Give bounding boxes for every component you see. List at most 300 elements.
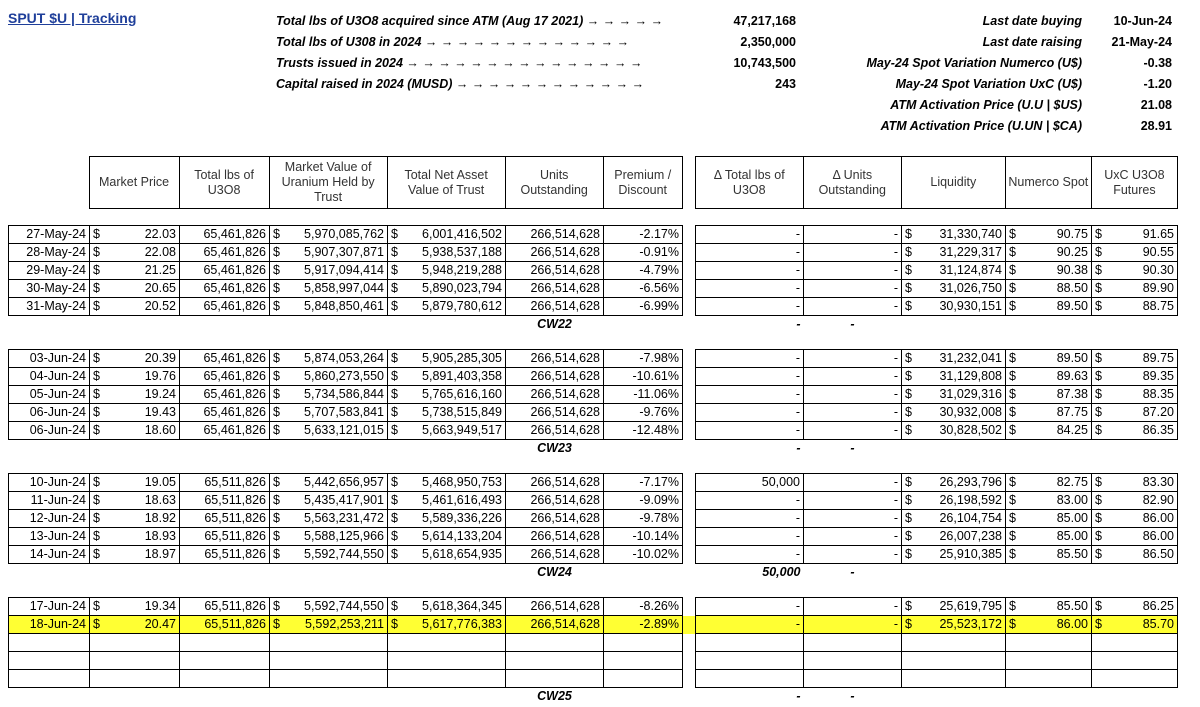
currency-symbol: $ xyxy=(388,368,400,386)
spacer xyxy=(683,262,696,280)
spacer xyxy=(90,688,104,706)
currency-symbol: $ xyxy=(270,510,282,528)
delta-lbs-cell: - xyxy=(696,598,804,616)
uxc-cell: 89.35 xyxy=(1104,368,1178,386)
total-lbs-cell: 65,461,826 xyxy=(180,368,270,386)
spacer xyxy=(388,564,400,582)
spacer xyxy=(683,404,696,422)
currency-symbol xyxy=(270,670,282,688)
summary-label: Total lbs of U3O8 acquired since ATM (Aug 17 2021) → → → → → xyxy=(276,14,664,28)
header-units: Units Outstanding xyxy=(505,157,603,209)
units-cell: 266,514,628 xyxy=(506,422,604,440)
numerco-cell: 83.00 xyxy=(1018,492,1092,510)
currency-symbol: $ xyxy=(388,474,400,492)
premium-cell: -6.99% xyxy=(604,298,683,316)
market-value-cell: 5,435,417,901 xyxy=(282,492,388,510)
delta-lbs-cell: - xyxy=(696,298,804,316)
currency-symbol: $ xyxy=(90,244,104,262)
market-price-cell: 18.93 xyxy=(104,528,180,546)
spacer xyxy=(1104,316,1178,334)
spacer xyxy=(604,316,683,334)
delta-units-cell: - xyxy=(804,386,902,404)
table-row[interactable] xyxy=(9,280,1178,298)
currency-symbol: $ xyxy=(388,598,400,616)
spacer xyxy=(604,688,683,706)
currency-symbol: $ xyxy=(1092,528,1104,546)
premium-cell: -9.09% xyxy=(604,492,683,510)
spacer xyxy=(104,316,180,334)
spacer xyxy=(683,422,696,440)
spacer xyxy=(683,368,696,386)
currency-symbol: $ xyxy=(270,226,282,244)
spacer xyxy=(683,510,696,528)
spacer xyxy=(1092,564,1104,582)
table-row[interactable] xyxy=(9,598,1178,616)
uxc-cell xyxy=(1104,634,1178,652)
currency-symbol: $ xyxy=(270,422,282,440)
delta-units-cell xyxy=(804,652,902,670)
spacer xyxy=(1092,440,1104,458)
spacer xyxy=(683,386,696,404)
nav-cell: 5,618,364,345 xyxy=(400,598,506,616)
table-row[interactable] xyxy=(9,670,1178,688)
currency-symbol: $ xyxy=(388,528,400,546)
currency-symbol xyxy=(90,652,104,670)
table-row[interactable] xyxy=(9,652,1178,670)
header-premium: Premium / Discount xyxy=(603,157,682,209)
spacer xyxy=(683,226,696,244)
currency-symbol: $ xyxy=(90,386,104,404)
spacer xyxy=(388,316,400,334)
currency-symbol xyxy=(902,670,914,688)
date-cell xyxy=(9,634,90,652)
summary-value: 2,350,000 xyxy=(740,35,796,49)
uxc-cell: 88.35 xyxy=(1104,386,1178,404)
table-row[interactable] xyxy=(9,546,1178,564)
week-table xyxy=(8,473,1178,581)
currency-symbol xyxy=(902,652,914,670)
spacer xyxy=(282,688,388,706)
currency-symbol: $ xyxy=(902,616,914,634)
delta-lbs-cell: - xyxy=(696,386,804,404)
premium-cell: -10.61% xyxy=(604,368,683,386)
currency-symbol: $ xyxy=(902,386,914,404)
currency-symbol: $ xyxy=(388,244,400,262)
uxc-cell: 89.90 xyxy=(1104,280,1178,298)
currency-symbol: $ xyxy=(1006,298,1018,316)
nav-cell: 5,589,336,226 xyxy=(400,510,506,528)
uxc-cell: 90.30 xyxy=(1104,262,1178,280)
table-row[interactable] xyxy=(9,262,1178,280)
liquidity-cell: 25,523,172 xyxy=(914,616,1006,634)
currency-symbol: $ xyxy=(270,492,282,510)
date-cell: 27-May-24 xyxy=(9,226,90,244)
spacer xyxy=(1006,564,1018,582)
info-value: -0.38 xyxy=(1143,56,1172,70)
numerco-cell: 90.75 xyxy=(1018,226,1092,244)
week-label: CW24 xyxy=(537,565,572,579)
date-cell: 10-Jun-24 xyxy=(9,474,90,492)
nav-cell: 5,890,023,794 xyxy=(400,280,506,298)
currency-symbol: $ xyxy=(90,262,104,280)
currency-symbol: $ xyxy=(1092,244,1104,262)
numerco-cell: 87.38 xyxy=(1018,386,1092,404)
delta-lbs-cell: - xyxy=(696,280,804,298)
currency-symbol: $ xyxy=(1006,528,1018,546)
liquidity-cell: 30,930,151 xyxy=(914,298,1006,316)
nav-cell: 5,938,537,188 xyxy=(400,244,506,262)
currency-symbol xyxy=(270,634,282,652)
spacer xyxy=(180,316,270,334)
spacer xyxy=(1018,688,1092,706)
table-row[interactable] xyxy=(9,528,1178,546)
currency-symbol: $ xyxy=(388,350,400,368)
currency-symbol: $ xyxy=(1092,422,1104,440)
currency-symbol: $ xyxy=(270,474,282,492)
spacer xyxy=(683,316,696,334)
currency-symbol: $ xyxy=(902,492,914,510)
premium-cell: -7.17% xyxy=(604,474,683,492)
currency-symbol: $ xyxy=(270,386,282,404)
currency-symbol: $ xyxy=(90,492,104,510)
currency-symbol: $ xyxy=(388,386,400,404)
units-cell: 266,514,628 xyxy=(506,386,604,404)
currency-symbol: $ xyxy=(388,262,400,280)
currency-symbol: $ xyxy=(1092,386,1104,404)
market-value-cell: 5,633,121,015 xyxy=(282,422,388,440)
header-delta-units: Δ Units Outstanding xyxy=(803,157,901,209)
currency-symbol: $ xyxy=(1006,262,1018,280)
info-label: May-24 Spot Variation UxC (U$) xyxy=(895,77,1082,91)
currency-symbol xyxy=(1092,670,1104,688)
currency-symbol: $ xyxy=(388,492,400,510)
delta-units-cell: - xyxy=(804,492,902,510)
market-value-cell: 5,592,744,550 xyxy=(282,598,388,616)
currency-symbol: $ xyxy=(1006,598,1018,616)
header-market-price: Market Price xyxy=(89,157,179,209)
currency-symbol: $ xyxy=(1006,226,1018,244)
numerco-cell: 85.00 xyxy=(1018,510,1092,528)
premium-cell: -2.17% xyxy=(604,226,683,244)
spacer xyxy=(180,440,270,458)
spacer xyxy=(1018,440,1092,458)
market-price-cell: 19.05 xyxy=(104,474,180,492)
units-cell xyxy=(506,670,604,688)
table-row[interactable] xyxy=(9,404,1178,422)
delta-lbs-cell: - xyxy=(696,546,804,564)
nav-cell: 5,614,133,204 xyxy=(400,528,506,546)
nav-cell: 5,738,515,849 xyxy=(400,404,506,422)
uxc-cell: 86.35 xyxy=(1104,422,1178,440)
premium-cell: -6.56% xyxy=(604,280,683,298)
units-cell: 266,514,628 xyxy=(506,368,604,386)
spacer xyxy=(1018,316,1092,334)
spacer xyxy=(90,440,104,458)
spacer xyxy=(270,564,282,582)
market-price-cell: 20.47 xyxy=(104,616,180,634)
currency-symbol: $ xyxy=(1006,474,1018,492)
spacer xyxy=(104,564,180,582)
summary-label: Total lbs of U308 in 2024 → → → → → → → → → → → → → xyxy=(276,35,630,49)
week-table xyxy=(8,225,1178,333)
info-value: 21-May-24 xyxy=(1111,35,1172,49)
spacer xyxy=(400,688,506,706)
spacer xyxy=(1092,316,1104,334)
currency-symbol: $ xyxy=(902,350,914,368)
delta-lbs-cell: - xyxy=(696,368,804,386)
delta-units-cell: - xyxy=(804,422,902,440)
market-value-cell: 5,734,586,844 xyxy=(282,386,388,404)
currency-symbol: $ xyxy=(1092,262,1104,280)
currency-symbol: $ xyxy=(90,226,104,244)
market-price-cell: 19.24 xyxy=(104,386,180,404)
numerco-cell xyxy=(1018,634,1092,652)
table-row[interactable] xyxy=(9,298,1178,316)
spacer xyxy=(683,670,696,688)
spacer xyxy=(180,564,270,582)
currency-symbol xyxy=(388,670,400,688)
liquidity-cell: 26,104,754 xyxy=(914,510,1006,528)
currency-symbol: $ xyxy=(1092,492,1104,510)
week-summary-row xyxy=(9,688,1178,706)
uxc-cell: 91.65 xyxy=(1104,226,1178,244)
table-row[interactable] xyxy=(9,386,1178,404)
currency-symbol: $ xyxy=(1092,404,1104,422)
spacer xyxy=(683,440,696,458)
info-value: 10-Jun-24 xyxy=(1113,14,1172,28)
nav-cell: 5,461,616,493 xyxy=(400,492,506,510)
currency-symbol: $ xyxy=(902,474,914,492)
nav-cell xyxy=(400,670,506,688)
market-price-cell: 19.34 xyxy=(104,598,180,616)
total-lbs-cell: 65,461,826 xyxy=(180,404,270,422)
total-lbs-cell: 65,511,826 xyxy=(180,528,270,546)
week-total-delta-lbs: 50,000 xyxy=(762,565,801,579)
nav-cell: 5,905,285,305 xyxy=(400,350,506,368)
nav-cell: 5,948,219,288 xyxy=(400,262,506,280)
currency-symbol: $ xyxy=(388,616,400,634)
delta-lbs-cell: - xyxy=(696,422,804,440)
table-row[interactable] xyxy=(9,244,1178,262)
spacer xyxy=(180,688,270,706)
numerco-cell: 86.00 xyxy=(1018,616,1092,634)
spacer xyxy=(400,564,506,582)
currency-symbol: $ xyxy=(1092,510,1104,528)
table-row[interactable] xyxy=(9,634,1178,652)
currency-symbol xyxy=(90,634,104,652)
spacer xyxy=(604,564,683,582)
spacer xyxy=(902,440,914,458)
table-row[interactable] xyxy=(9,422,1178,440)
header-market-value: Market Value of Uranium Held by Trust xyxy=(269,157,387,209)
info-label: May-24 Spot Variation Numerco (U$) xyxy=(866,56,1082,70)
spacer xyxy=(400,316,506,334)
liquidity-cell: 26,007,238 xyxy=(914,528,1006,546)
delta-lbs-cell: - xyxy=(696,528,804,546)
currency-symbol: $ xyxy=(1006,422,1018,440)
currency-symbol: $ xyxy=(388,546,400,564)
table-row[interactable] xyxy=(9,616,1178,634)
currency-symbol: $ xyxy=(90,474,104,492)
currency-symbol: $ xyxy=(902,598,914,616)
nav-cell: 5,879,780,612 xyxy=(400,298,506,316)
liquidity-cell: 30,828,502 xyxy=(914,422,1006,440)
delta-units-cell: - xyxy=(804,404,902,422)
week-total-delta-units: - xyxy=(850,689,855,703)
currency-symbol: $ xyxy=(270,350,282,368)
week-total-delta-lbs: - xyxy=(796,441,801,455)
date-cell: 28-May-24 xyxy=(9,244,90,262)
week-summary-row xyxy=(9,564,1178,582)
premium-cell: -0.91% xyxy=(604,244,683,262)
numerco-cell: 82.75 xyxy=(1018,474,1092,492)
table-row[interactable] xyxy=(9,474,1178,492)
currency-symbol: $ xyxy=(1092,546,1104,564)
delta-lbs-cell: - xyxy=(696,244,804,262)
currency-symbol: $ xyxy=(1092,350,1104,368)
numerco-cell: 87.75 xyxy=(1018,404,1092,422)
date-cell: 29-May-24 xyxy=(9,262,90,280)
market-price-cell: 19.76 xyxy=(104,368,180,386)
market-value-cell: 5,858,997,044 xyxy=(282,280,388,298)
currency-symbol xyxy=(1006,634,1018,652)
delta-units-cell: - xyxy=(804,368,902,386)
currency-symbol: $ xyxy=(388,226,400,244)
currency-symbol: $ xyxy=(1092,298,1104,316)
numerco-cell: 89.63 xyxy=(1018,368,1092,386)
date-cell: 05-Jun-24 xyxy=(9,386,90,404)
currency-symbol xyxy=(270,652,282,670)
total-lbs-cell: 65,461,826 xyxy=(180,298,270,316)
delta-units-cell: - xyxy=(804,546,902,564)
spacer xyxy=(683,616,696,634)
table-row[interactable] xyxy=(9,510,1178,528)
sheet-title[interactable]: SPUT $U | Tracking xyxy=(8,10,137,26)
table-row[interactable] xyxy=(9,226,1178,244)
spacer xyxy=(388,688,400,706)
spacer xyxy=(683,546,696,564)
numerco-cell xyxy=(1018,670,1092,688)
currency-symbol: $ xyxy=(902,244,914,262)
currency-symbol: $ xyxy=(902,226,914,244)
week-label: CW22 xyxy=(537,317,572,331)
uxc-cell: 89.75 xyxy=(1104,350,1178,368)
liquidity-cell: 26,293,796 xyxy=(914,474,1006,492)
table-row[interactable] xyxy=(9,368,1178,386)
currency-symbol: $ xyxy=(270,262,282,280)
units-cell: 266,514,628 xyxy=(506,262,604,280)
currency-symbol: $ xyxy=(902,546,914,564)
liquidity-cell: 30,932,008 xyxy=(914,404,1006,422)
currency-symbol: $ xyxy=(1006,404,1018,422)
uxc-cell: 87.20 xyxy=(1104,404,1178,422)
currency-symbol: $ xyxy=(90,510,104,528)
summary-value: 243 xyxy=(775,77,796,91)
info-label: Last date buying xyxy=(982,14,1082,28)
spacer xyxy=(902,688,914,706)
delta-units-cell: - xyxy=(804,474,902,492)
header-nav: Total Net Asset Value of Trust xyxy=(387,157,505,209)
currency-symbol: $ xyxy=(1092,368,1104,386)
date-cell: 31-May-24 xyxy=(9,298,90,316)
units-cell: 266,514,628 xyxy=(506,492,604,510)
liquidity-cell: 31,124,874 xyxy=(914,262,1006,280)
delta-units-cell: - xyxy=(804,598,902,616)
market-value-cell: 5,588,125,966 xyxy=(282,528,388,546)
currency-symbol: $ xyxy=(90,368,104,386)
total-lbs-cell: 65,511,826 xyxy=(180,492,270,510)
delta-units-cell: - xyxy=(804,350,902,368)
currency-symbol: $ xyxy=(1092,474,1104,492)
delta-lbs-cell xyxy=(696,634,804,652)
spacer xyxy=(1104,440,1178,458)
spacer xyxy=(388,440,400,458)
nav-cell: 5,617,776,383 xyxy=(400,616,506,634)
spacer xyxy=(683,298,696,316)
date-cell: 30-May-24 xyxy=(9,280,90,298)
currency-symbol: $ xyxy=(1006,492,1018,510)
market-value-cell: 5,860,273,550 xyxy=(282,368,388,386)
spacer xyxy=(604,440,683,458)
numerco-cell: 85.50 xyxy=(1018,546,1092,564)
spacer xyxy=(1092,688,1104,706)
nav-cell: 5,663,949,517 xyxy=(400,422,506,440)
market-value-cell: 5,592,253,211 xyxy=(282,616,388,634)
total-lbs-cell: 65,511,826 xyxy=(180,598,270,616)
currency-symbol: $ xyxy=(270,546,282,564)
market-value-cell: 5,563,231,472 xyxy=(282,510,388,528)
spacer xyxy=(902,564,914,582)
units-cell: 266,514,628 xyxy=(506,616,604,634)
market-price-cell: 20.65 xyxy=(104,280,180,298)
units-cell: 266,514,628 xyxy=(506,280,604,298)
uxc-cell xyxy=(1104,652,1178,670)
numerco-cell: 90.25 xyxy=(1018,244,1092,262)
units-cell xyxy=(506,634,604,652)
delta-units-cell xyxy=(804,634,902,652)
spacer xyxy=(683,244,696,262)
market-price-cell: 18.63 xyxy=(104,492,180,510)
numerco-cell: 84.25 xyxy=(1018,422,1092,440)
spacer xyxy=(9,564,90,582)
market-value-cell xyxy=(282,652,388,670)
currency-symbol: $ xyxy=(270,280,282,298)
units-cell: 266,514,628 xyxy=(506,244,604,262)
delta-lbs-cell: - xyxy=(696,510,804,528)
spacer xyxy=(90,316,104,334)
spacer xyxy=(914,564,1006,582)
delta-lbs-cell: 50,000 xyxy=(696,474,804,492)
table-row[interactable] xyxy=(9,350,1178,368)
currency-symbol: $ xyxy=(90,546,104,564)
spacer xyxy=(683,474,696,492)
currency-symbol: $ xyxy=(90,350,104,368)
premium-cell: -11.06% xyxy=(604,386,683,404)
currency-symbol: $ xyxy=(1092,280,1104,298)
uxc-cell: 88.75 xyxy=(1104,298,1178,316)
currency-symbol: $ xyxy=(902,422,914,440)
uxc-cell xyxy=(1104,670,1178,688)
date-cell xyxy=(9,670,90,688)
spacer xyxy=(282,440,388,458)
spacer xyxy=(282,316,388,334)
market-value-cell: 5,592,744,550 xyxy=(282,546,388,564)
premium-cell: -9.76% xyxy=(604,404,683,422)
summary-value: 47,217,168 xyxy=(733,14,796,28)
table-row[interactable] xyxy=(9,492,1178,510)
spacer xyxy=(683,598,696,616)
premium-cell xyxy=(604,652,683,670)
